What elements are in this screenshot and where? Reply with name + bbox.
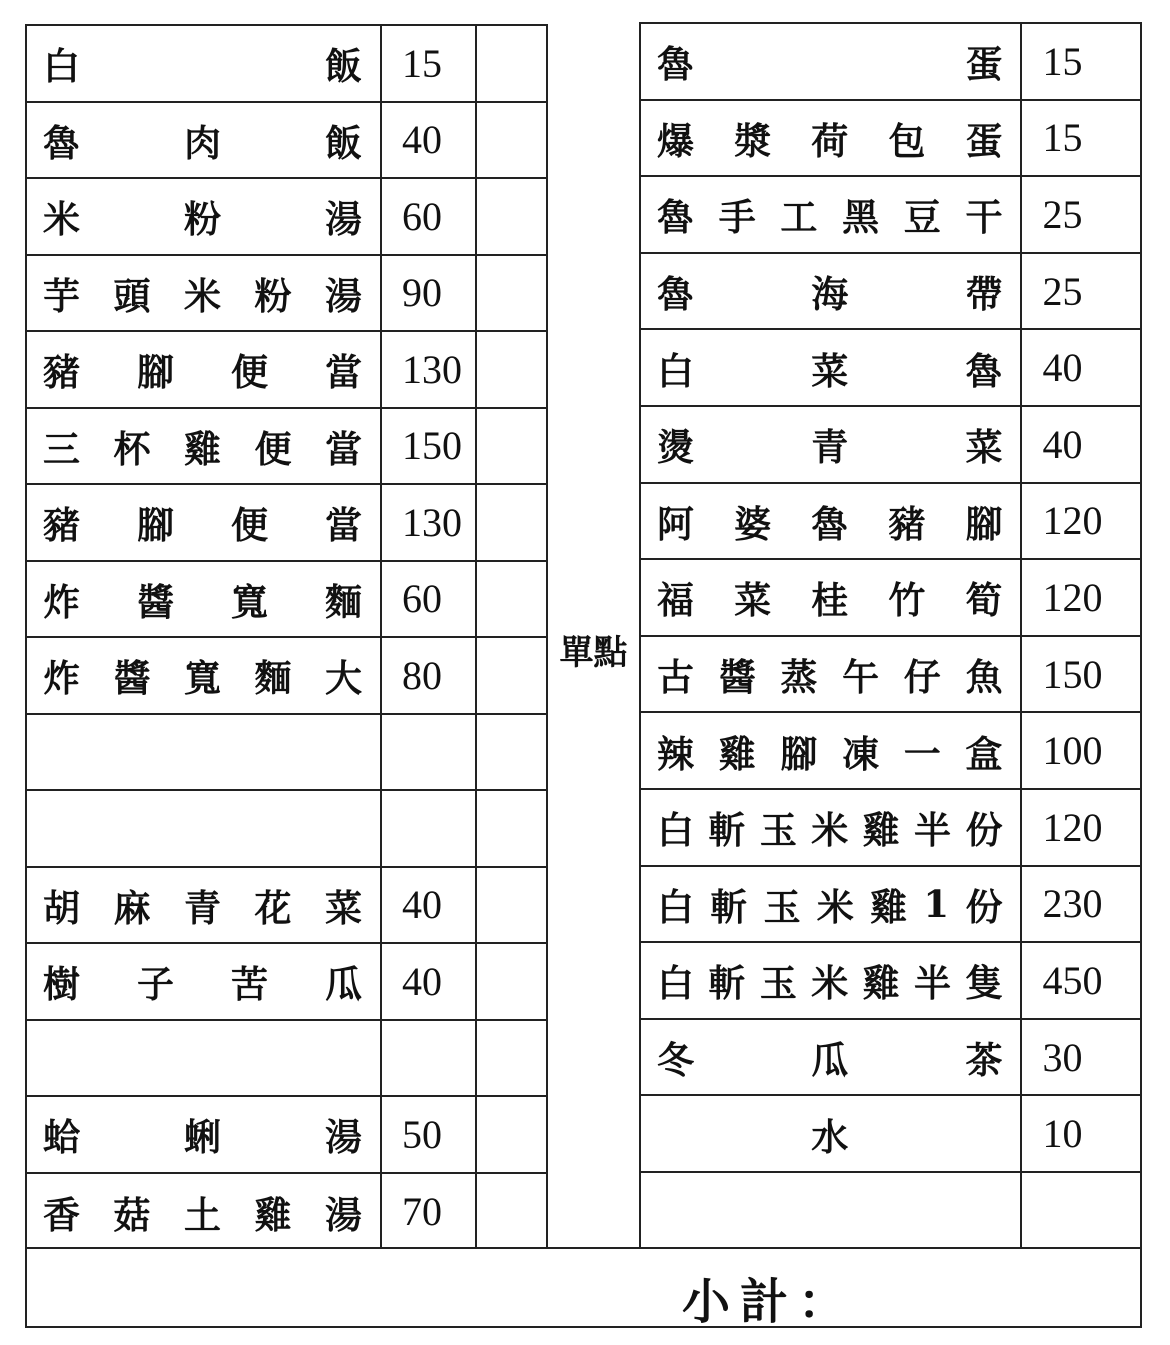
quantity-cell[interactable] [477, 868, 546, 943]
item-name: 樹 子 苦 瓜 [27, 944, 382, 1019]
item-price [1022, 1173, 1140, 1250]
item-name: 魯 手 工 黑 豆 干 [641, 177, 1022, 252]
item-price: 10 [1042, 1111, 1083, 1157]
quantity-cell[interactable] [477, 715, 546, 790]
item-price: 25 [1042, 191, 1083, 237]
item-price: 40 [1042, 345, 1083, 391]
item-price: 450 [1042, 957, 1103, 1003]
item-price: 80 [382, 638, 477, 713]
menu-row [641, 177, 1140, 254]
menu-row [27, 1097, 546, 1174]
menu-row [27, 26, 546, 103]
menu-row [641, 407, 1140, 484]
menu-row [641, 560, 1140, 637]
item-name: 魯 海 帶 [641, 254, 1022, 329]
quantity-cell[interactable] [477, 944, 546, 1019]
quantity-cell[interactable] [477, 332, 546, 407]
item-name: 三 杯 雞 便 當 [27, 409, 382, 484]
item-name: 白 飯 [27, 26, 382, 101]
subtotal-row [25, 1247, 1142, 1328]
item-name: 胡 麻 青 花 菜 [27, 868, 382, 943]
menu-row [27, 179, 546, 256]
quantity-cell[interactable] [477, 562, 546, 637]
item-price: 15 [382, 26, 477, 101]
item-name: 阿 婆 魯 豬 腳 [641, 484, 1022, 559]
menu-row [641, 1096, 1140, 1173]
item-name: 白 斬 玉 米 雞 半 份 [641, 790, 1022, 865]
item-name: 水 [641, 1096, 1022, 1171]
item-price: 150 [1042, 651, 1103, 697]
item-name: 辣 雞 腳 凍 一 盒 [641, 713, 1022, 788]
menu-row [27, 715, 546, 792]
item-price: 230 [1042, 881, 1103, 927]
item-price [382, 1021, 477, 1096]
item-name: 香 菇 土 雞 湯 [27, 1174, 382, 1251]
right-menu-table [639, 22, 1142, 1249]
quantity-cell[interactable] [477, 1174, 546, 1251]
item-price [382, 791, 477, 866]
item-price: 120 [1042, 498, 1103, 544]
item-name: 魯 肉 飯 [27, 103, 382, 178]
item-name: 豬 腳 便 當 [27, 332, 382, 407]
item-price [382, 715, 477, 790]
subtotal-label: 小計： [682, 1274, 857, 1330]
menu-row [27, 409, 546, 486]
menu-row [641, 867, 1140, 944]
menu-row [27, 791, 546, 868]
menu-row [27, 256, 546, 333]
menu-row [641, 713, 1140, 790]
menu-row [27, 332, 546, 409]
item-price: 25 [1042, 268, 1083, 314]
menu-row [641, 101, 1140, 178]
menu-row [27, 562, 546, 639]
menu-row [27, 944, 546, 1021]
item-price: 100 [1042, 728, 1103, 774]
menu-row [641, 1020, 1140, 1097]
item-price: 130 [382, 332, 477, 407]
item-name: 米 粉 湯 [27, 179, 382, 254]
item-name: 芋 頭 米 粉 湯 [27, 256, 382, 331]
menu-row [641, 24, 1140, 101]
item-name: 蛤 蜊 湯 [27, 1097, 382, 1172]
quantity-cell[interactable] [477, 26, 546, 101]
item-name: 冬 瓜 茶 [641, 1020, 1022, 1095]
item-name: 炸 醬 寬 麵 大 [27, 638, 382, 713]
quantity-cell[interactable] [477, 103, 546, 178]
quantity-cell[interactable] [477, 638, 546, 713]
item-price: 30 [1042, 1034, 1083, 1080]
menu-row [27, 103, 546, 180]
item-price: 50 [382, 1097, 477, 1172]
menu-row [27, 1021, 546, 1098]
menu-row [641, 943, 1140, 1020]
menu-row [27, 485, 546, 562]
menu-row [641, 1173, 1140, 1250]
category-label: 單點 [559, 633, 628, 673]
item-name: 炸 醬 寬 麵 [27, 562, 382, 637]
item-name: 古 醬 蒸 午 仔 魚 [641, 637, 1022, 712]
menu-row [641, 790, 1140, 867]
quantity-cell[interactable] [477, 179, 546, 254]
quantity-cell[interactable] [477, 485, 546, 560]
quantity-cell[interactable] [477, 791, 546, 866]
item-price: 90 [382, 256, 477, 331]
quantity-cell[interactable] [477, 1021, 546, 1096]
menu-row [641, 254, 1140, 331]
item-price: 60 [382, 562, 477, 637]
item-price: 60 [382, 179, 477, 254]
menu-row [641, 330, 1140, 407]
item-name: 豬 腳 便 當 [27, 485, 382, 560]
menu-row [641, 637, 1140, 714]
menu-row [27, 638, 546, 715]
item-name [27, 715, 382, 790]
item-name: 燙 青 菜 [641, 407, 1022, 482]
quantity-cell[interactable] [477, 256, 546, 331]
item-price: 120 [1042, 804, 1103, 850]
item-name [641, 1173, 1022, 1250]
item-price: 120 [1042, 574, 1103, 620]
item-price: 15 [1042, 115, 1083, 161]
quantity-cell[interactable] [477, 409, 546, 484]
item-name: 魯 蛋 [641, 24, 1022, 99]
item-price: 40 [1042, 421, 1083, 467]
item-name [27, 1021, 382, 1096]
item-name: 白 斬 玉 米 雞 1 份 [641, 867, 1022, 942]
item-price: 40 [382, 103, 477, 178]
item-price: 40 [382, 868, 477, 943]
item-price: 40 [382, 944, 477, 1019]
menu-row [27, 1174, 546, 1251]
item-price: 15 [1042, 38, 1083, 84]
item-name: 福 菜 桂 竹 筍 [641, 560, 1022, 635]
item-price: 70 [382, 1174, 477, 1251]
item-price: 150 [382, 409, 477, 484]
item-name: 白 斬 玉 米 雞 半 隻 [641, 943, 1022, 1018]
menu-row [27, 868, 546, 945]
item-price: 130 [382, 485, 477, 560]
left-menu-table [25, 24, 548, 1249]
item-name: 白 菜 魯 [641, 330, 1022, 405]
quantity-cell[interactable] [477, 1097, 546, 1172]
item-name: 爆 漿 荷 包 蛋 [641, 101, 1022, 176]
item-name [27, 791, 382, 866]
menu-row [641, 484, 1140, 561]
